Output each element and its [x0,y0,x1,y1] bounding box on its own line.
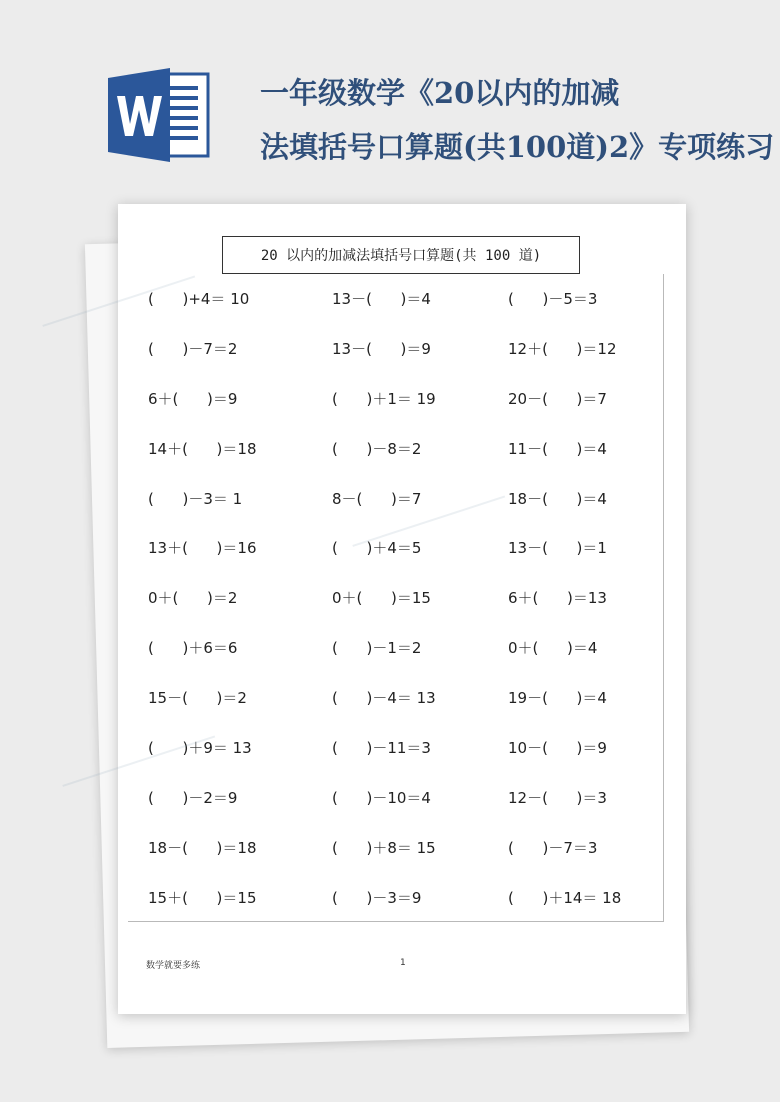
exercise-item: 8－( )＝7 [332,489,422,508]
exercise-item: 6＋( )＝9 [148,389,238,408]
exercise-row [118,827,686,877]
exercise-row [118,677,686,727]
exercise-item: ( )－4＝ 13 [332,689,436,708]
exercise-row [118,278,686,328]
exercise-row [118,378,686,428]
exercise-grid [118,278,686,927]
exercise-item: 19－( )＝4 [508,689,607,708]
exercise-item: 12－( )＝3 [508,788,607,807]
exercise-item: ( )－7＝3 [508,838,598,857]
exercise-item: ( )－2＝9 [148,788,238,807]
document-title: 20 以内的加减法填括号口算题(共 100 道) [222,236,580,274]
exercise-item: ( )－11＝3 [332,739,431,758]
exercise-item: ( )＋1＝ 19 [332,389,436,408]
exercise-item: ( )－1＝2 [332,639,422,658]
exercise-item: 13－( )＝4 [332,290,431,308]
word-icon [108,68,210,162]
exercise-row [118,478,686,528]
exercise-item: 6＋( )＝13 [508,589,607,608]
exercise-item: 0＋( )＝15 [332,589,431,608]
exercise-item: ( )－3＝ 1 [148,489,243,508]
exercise-item: 13－( )＝1 [508,539,607,558]
exercise-item: ( )＋6＝6 [148,639,238,658]
page-number: 1 [400,958,406,968]
exercise-item: ( )＋9＝ 13 [148,739,252,758]
exercise-item: ( )－5＝3 [508,290,598,308]
exercise-item: 15－( )＝2 [148,689,247,708]
page-headline [260,66,775,174]
exercise-item: 0＋( )＝4 [508,639,598,658]
exercise-row [118,627,686,677]
exercise-item: ( )＋14＝ 18 [508,888,622,907]
exercise-item: 18－( )＝4 [508,489,607,508]
exercise-row [118,577,686,627]
exercise-item: ( )＋8＝ 15 [332,838,436,857]
exercise-row [118,877,686,927]
exercise-item: 13＋( )＝16 [148,539,257,558]
exercise-item: ( )－3＝9 [332,888,422,907]
footer-text: 数学就要多练 [146,961,201,971]
exercise-row [118,428,686,478]
exercise-item: 14＋( )＝18 [148,439,257,458]
exercise-item: 10－( )＝9 [508,739,607,758]
exercise-item: ( )+4＝ 10 [148,290,250,308]
exercise-item: 20－( )＝7 [508,389,607,408]
exercise-item: 13－( )＝9 [332,339,431,358]
exercise-row [118,727,686,777]
exercise-item: 11－( )＝4 [508,439,607,458]
exercise-item: 18－( )＝18 [148,838,257,857]
exercise-item: ( )－8＝2 [332,439,422,458]
exercise-row [118,777,686,827]
exercise-row [118,527,686,577]
document-page [118,204,686,1014]
exercise-item: ( )－7＝2 [148,339,238,358]
exercise-item: ( )＋4＝5 [332,539,422,558]
exercise-row [118,328,686,378]
headline-line-1: 一年级数学《20以内的加减 [260,76,620,110]
exercise-item: 15＋( )＝15 [148,888,257,907]
headline-line-2: 法填括号口算题(共100道)2》专项练习 [260,130,775,164]
exercise-item: ( )－10＝4 [332,788,431,807]
exercise-item: 12＋( )＝12 [508,339,617,358]
exercise-item: 0＋( )＝2 [148,589,238,608]
